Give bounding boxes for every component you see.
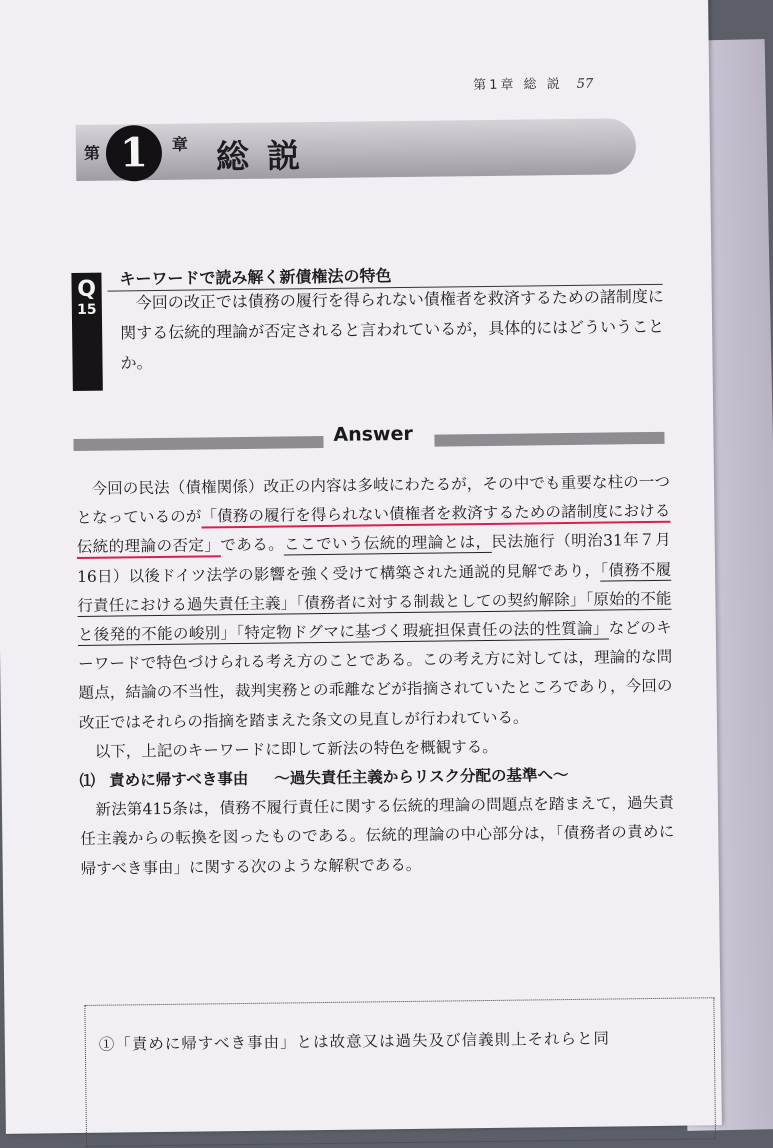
answer-label: Answer — [333, 422, 413, 446]
paragraph-1 — [76, 468, 673, 738]
answer-rule-right — [434, 432, 664, 447]
chapter-number-badge: 1 — [106, 125, 163, 182]
page-number: 57 — [576, 76, 594, 92]
keyword-traditional-theory: ここでいう伝統的理論とは， — [284, 533, 492, 554]
highlight-red-underline: 「債務の履行を得られない債権者を救済するための諸制度における伝統的理論の否定」 — [77, 502, 671, 559]
paragraph-2: 以下，上記のキーワードに即して新法の特色を概観する。 — [94, 737, 498, 761]
p1-conclusion: などのキーワードで特色づけられる考え方のことである。この考え方に対しては，理論的な問題点，結論の不当性，裁判実務との乖離などが指摘されていたところであり，今回の改正ではそれらの指摘を踏まえた条文の見直しが行われている。 — [78, 618, 673, 732]
running-head-chapter: 第1章 総 説 — [473, 77, 563, 94]
paragraph-3: 新法第415条は，債務不履行責任に関する伝統的理論の問題点を踏まえて，過失責任主義からの転換を図ったものである。伝統的理論の中心部分は，「債務者の責めに帰すべき事由」に関する次のような解釈である。 — [80, 793, 675, 878]
p1-intro: 今回の民法（債権関係）改正の内容は多岐にわたるが，その中でも重要な柱の一つとなっているのが — [76, 472, 671, 528]
running-head — [473, 73, 593, 93]
answer-rule-left — [73, 436, 323, 451]
question-tab — [71, 273, 102, 391]
section-subtitle: 〜過失責任主義からリスク分配の基準へ〜 — [274, 766, 569, 788]
answer-body — [76, 468, 675, 884]
question-text: 今回の改正では債務の履行を得られない債権者を救済するための諸制度に関する伝統的理論が否定されると言われているが，具体的にはどういうことか。 — [120, 286, 665, 373]
p1-definition: 民法施行（明治31年７月16日）以後ドイツ法学の影響を強く受けて構築された通説的見解であり， — [77, 531, 671, 586]
section-number: ⑴ — [79, 771, 96, 791]
keyword-impossibility: 「原始的不能と後発的不能の峻別」 — [77, 589, 672, 645]
keyword-specific-goods-dogma: 「特定物ドグマに基づく瑕疵担保責任の法的性質論」 — [236, 619, 609, 643]
question-letter: Q — [77, 276, 97, 302]
quote-text: ①「責めに帰すべき事由」とは故意又は過失及び信義則上それらと同 — [98, 1029, 611, 1054]
keyword-fault-liability: 「債務不履行責任における過失責任主義」 — [77, 560, 672, 615]
chapter-prefix: 第 — [83, 143, 101, 163]
keyword-contract-rescission: 「債務者に対する制裁としての契約解除」 — [296, 590, 586, 613]
question-number: 15 — [77, 301, 97, 318]
section-title: 責めに帰すべき事由 — [109, 769, 249, 790]
question-body — [120, 282, 666, 379]
question-heading: キーワードで読み解く新債権法の特色 — [119, 266, 392, 289]
chapter-suffix: 章 — [171, 134, 188, 154]
quote-box — [84, 997, 716, 1147]
p1-is: である。 — [220, 535, 285, 555]
chapter-title: 総説 — [215, 136, 319, 177]
